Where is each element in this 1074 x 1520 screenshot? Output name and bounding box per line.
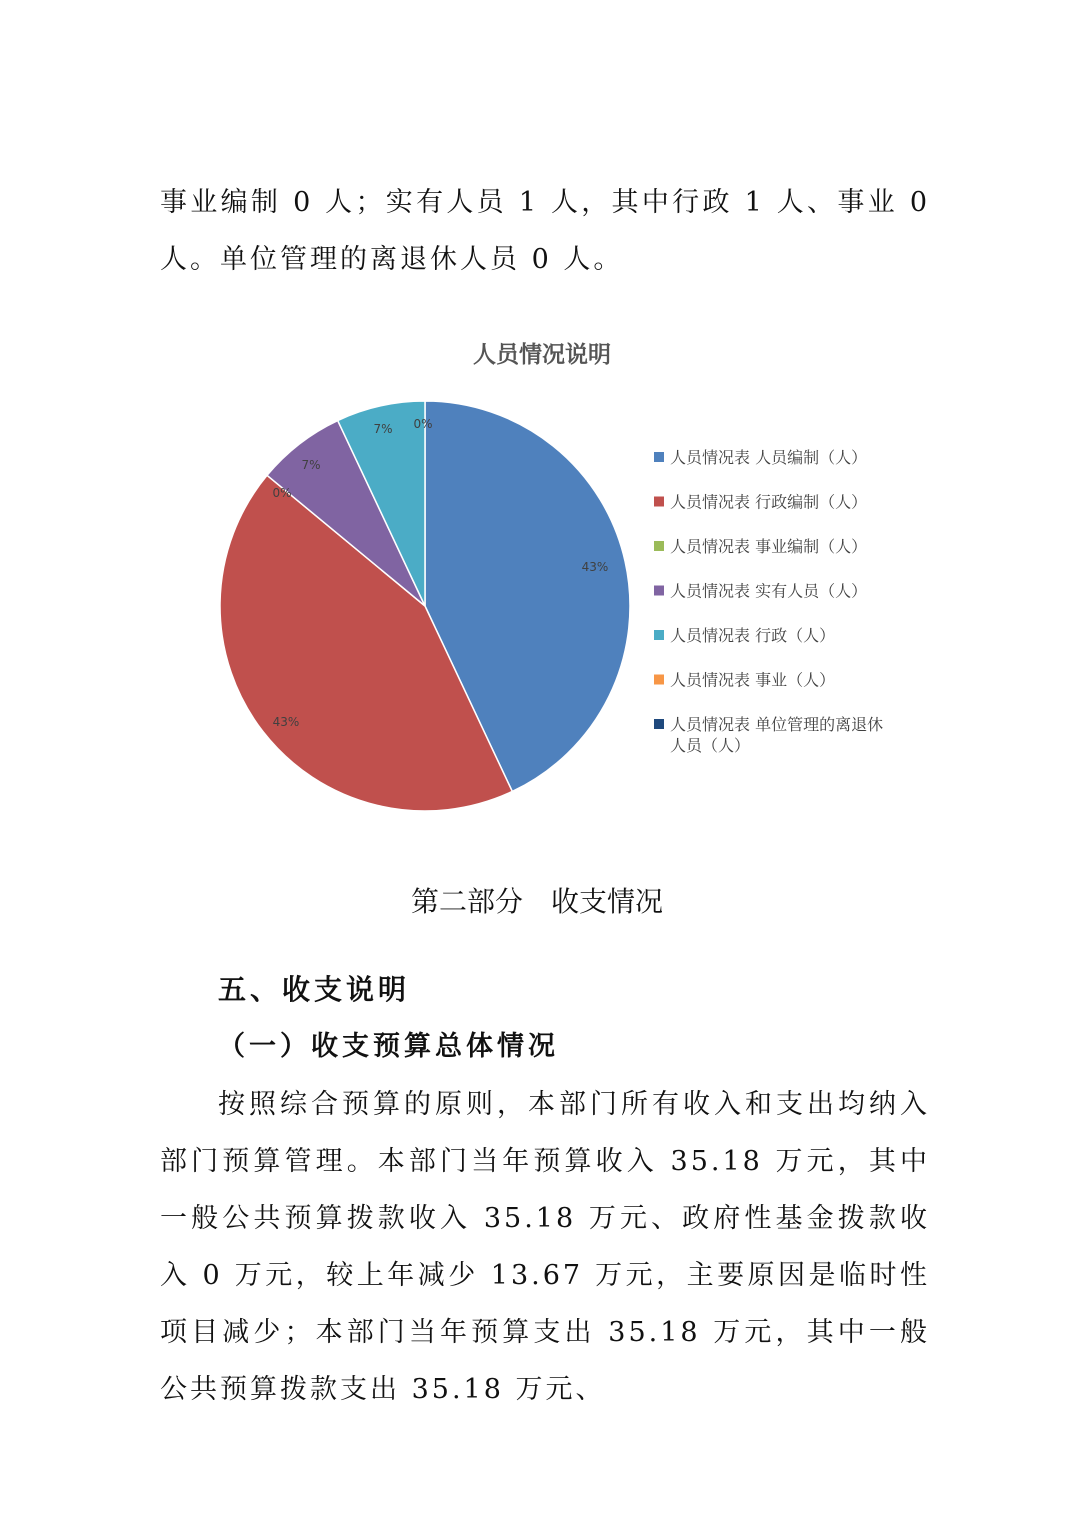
- legend-label: 人员情况表 单位管理的离退休人员（人）: [670, 715, 884, 755]
- body-paragraph: 按照综合预算的原则，本部门所有收入和支出均纳入部门预算管理。本部门当年预算收入 35.18 万元，其中一般公共预算拨款收入 35.18 万元、政府性基金拨款收入 0 万元，较上年减少 13.67 万元，主要原因是临时性项目减少；本部门当年预算支出 35.18 万元，其中一般公共预算拨款支出 35.18 万元、: [160, 1089, 930, 1405]
- slice-data-label: 0%: [413, 417, 433, 431]
- chart-legend: [654, 448, 883, 755]
- slice-data-label: 43%: [581, 560, 609, 574]
- personnel-pie-chart: [200, 325, 900, 825]
- slice-data-label: 0%: [272, 486, 292, 500]
- legend-swatch: [654, 541, 664, 551]
- legend-label: 人员情况表 人员编制（人）: [670, 448, 868, 467]
- legend-label: 人员情况表 实有人员（人）: [670, 581, 868, 601]
- legend-label: 人员情况表 事业（人）: [670, 670, 836, 690]
- legend-swatch: [654, 497, 664, 507]
- section-heading: 五、收支说明: [218, 973, 411, 1006]
- legend-swatch: [654, 630, 664, 640]
- chart-title: 人员情况说明: [473, 342, 611, 368]
- part-title: 第二部分 收支情况: [410, 885, 663, 918]
- slice-data-label: 43%: [272, 715, 300, 729]
- slice-data-label: 7%: [301, 458, 321, 472]
- legend-label: 人员情况表 行政编制（人）: [670, 492, 868, 512]
- intro-paragraph: 事业编制 0 人；实有人员 1 人，其中行政 1 人、事业 0 人。单位管理的离退休人员 0 人。: [160, 187, 930, 275]
- legend-label: 人员情况表 行政（人）: [670, 626, 836, 645]
- legend-swatch: [654, 586, 664, 596]
- subsection-heading: （一）收支预算总体情况: [218, 1031, 559, 1062]
- legend-swatch: [654, 675, 664, 685]
- slice-data-label: 7%: [373, 422, 393, 436]
- pie-slices: [220, 401, 630, 811]
- legend-label: 人员情况表 事业编制（人）: [670, 537, 868, 556]
- legend-swatch: [654, 719, 664, 729]
- legend-swatch: [654, 452, 664, 462]
